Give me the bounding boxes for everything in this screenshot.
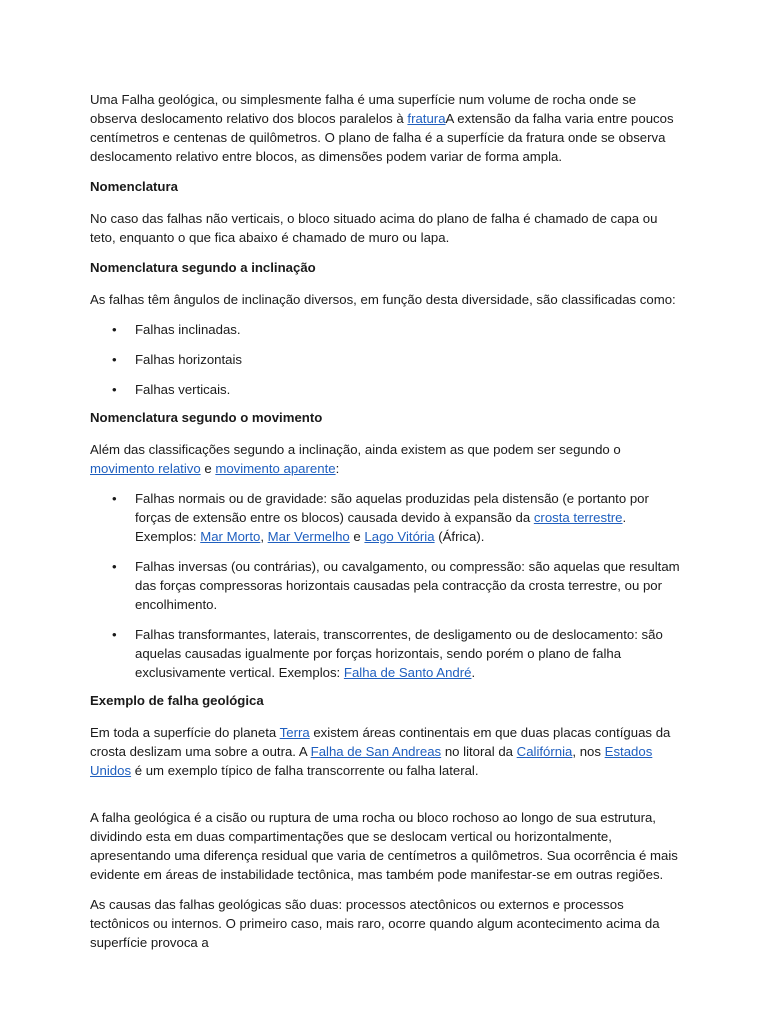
causas-paragraph: As causas das falhas geológicas são duas: processos atectônicos ou externos e processos tectônicos ou internos. O primeiro caso, mais raro, ocorre quando algum acontecimento acima da superfície provoca a — [90, 897, 660, 950]
heading-inclinacao: Nomenclatura segundo a inclinação — [90, 260, 316, 275]
link-estados-unidos[interactable]: Estados Unidos — [90, 744, 653, 778]
paragraph-spacer — [90, 791, 684, 808]
list-item-text: , — [260, 529, 268, 544]
list-item-text: e — [349, 529, 365, 544]
list-item — [90, 380, 684, 399]
exemplo-paragraph — [90, 723, 684, 780]
list-item-text: Falhas verticais. — [135, 382, 231, 397]
exemplo-text: no litoral da — [441, 744, 517, 759]
list-item-text: . — [471, 665, 476, 680]
link-lago-vitoria[interactable]: Lago Vitória — [364, 529, 435, 544]
intro-paragraph — [90, 90, 684, 166]
list-item-text: Falhas horizontais — [135, 352, 243, 367]
link-movimento-aparente[interactable]: movimento aparente — [215, 461, 336, 476]
definicao-paragraph: A falha geológica é a cisão ou ruptura de uma rocha ou bloco rochoso ao longo de sua estrutura, dividindo esta em duas compartimentações que se deslocam vertical ou horizontalmente, apresentando uma diferença residual que varia de centímetros a quilômetros. Sua ocorrência é mais evidente em áreas de instabilidade tectônica, mas também pode manifestar-se em outras regiões. — [90, 810, 678, 882]
movimento-text: Além das classificações segundo a inclinação, ainda existem as que podem ser segundo o — [90, 442, 621, 457]
exemplo-text: é um exemplo típico de falha transcorrente ou falha lateral. — [131, 763, 479, 778]
list-item — [90, 350, 684, 369]
bullet-icon: • — [112, 352, 117, 367]
exemplo-text: , nos — [572, 744, 605, 759]
list-item-text: Falhas inversas (ou contrárias), ou cavalgamento, ou compressão: são aquelas que resultam das forças compressoras horizontais causadas pela contracção da crosta terrestre, ou por encolhimento. — [135, 559, 680, 612]
inclinacao-paragraph: As falhas têm ângulos de inclinação diversos, em função desta diversidade, são classificadas como: — [90, 292, 676, 307]
list-item-text: (África). — [434, 529, 485, 544]
exemplo-text: existem áreas continentais em que duas placas contíguas da crosta deslizam uma sobre a outra. A — [90, 725, 671, 759]
heading-exemplo: Exemplo de falha geológica — [90, 693, 264, 708]
movimento-text: : — [335, 461, 340, 476]
list-item — [90, 320, 684, 339]
bullet-icon: • — [112, 491, 117, 506]
bullet-icon: • — [112, 627, 117, 642]
link-falha-santo-andre[interactable]: Falha de Santo André — [343, 665, 472, 680]
list-item — [90, 557, 684, 614]
list-item-text: Falhas inclinadas. — [135, 322, 241, 337]
nomenclatura-paragraph: No caso das falhas não verticais, o bloco situado acima do plano de falha é chamado de capa ou teto, enquanto o que fica abaixo é chamado de muro ou lapa. — [90, 211, 658, 245]
bullet-icon: • — [112, 322, 117, 337]
link-fratura[interactable]: fratura — [407, 111, 446, 126]
link-california[interactable]: Califórnia — [516, 744, 573, 759]
list-item-text: . Exemplos: — [135, 510, 627, 544]
intro-text: Uma Falha geológica, ou simplesmente falha é uma superfície num volume de rocha onde se observa deslocamento relativo dos blocos paralelos à — [90, 92, 637, 126]
bullet-icon: • — [112, 382, 117, 397]
heading-nomenclatura: Nomenclatura — [90, 179, 178, 194]
bullet-icon: • — [112, 559, 117, 574]
link-movimento-relativo[interactable]: movimento relativo — [90, 461, 201, 476]
list-item-text: Falhas normais ou de gravidade: são aquelas produzidas pela distensão (e portanto por forças de extensão entre os blocos) causada devido à expansão da — [135, 491, 649, 525]
movimento-text: e — [200, 461, 216, 476]
movement-list — [90, 489, 684, 682]
link-terra[interactable]: Terra — [279, 725, 310, 740]
inclination-list — [90, 320, 684, 399]
link-mar-vermelho[interactable]: Mar Vermelho — [267, 529, 350, 544]
movimento-paragraph — [90, 440, 684, 478]
heading-movimento: Nomenclatura segundo o movimento — [90, 410, 323, 425]
list-item — [90, 489, 684, 546]
link-mar-morto[interactable]: Mar Morto — [200, 529, 261, 544]
link-crosta-terrestre[interactable]: crosta terrestre — [533, 510, 623, 525]
list-item-text: Falhas transformantes, laterais, transcorrentes, de desligamento ou de deslocamento: são aquelas causadas igualmente por forças horizontais, sendo porém o plano de falha exclusivamente vertical. Exemplos: — [135, 627, 663, 680]
intro-text-continued: A extensão da falha varia entre poucos centímetros e centenas de quilômetros. O plano de falha é a superfície da fratura onde se observa deslocamento relativo entre blocos, as dimensões podem variar de forma ampla. — [90, 111, 674, 164]
list-item — [90, 625, 684, 682]
exemplo-text: Em toda a superfície do planeta — [90, 725, 280, 740]
link-falha-san-andreas[interactable]: Falha de San Andreas — [310, 744, 442, 759]
